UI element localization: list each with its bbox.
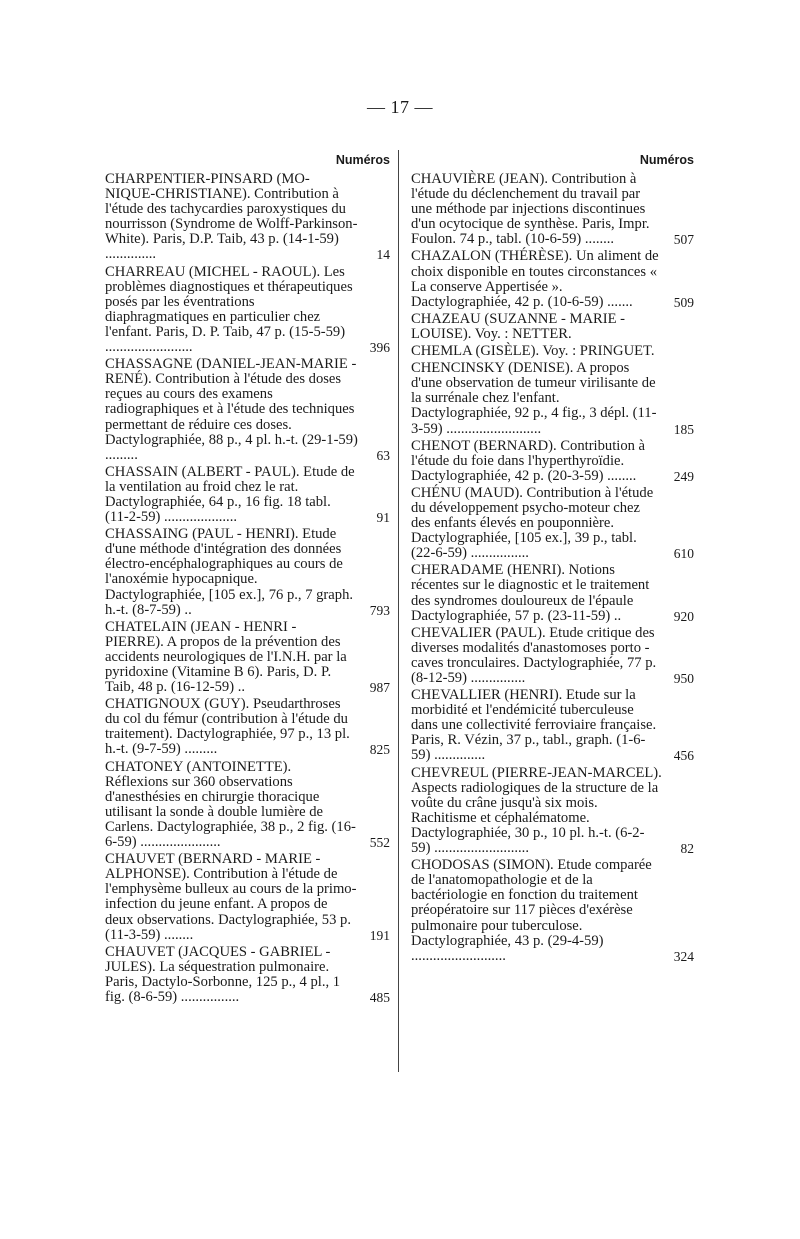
entry-number: 509: [673, 294, 694, 310]
column-divider: [398, 150, 399, 1072]
index-entry: [105, 465, 390, 525]
entry-number: 185: [673, 421, 694, 437]
index-entry: [105, 527, 390, 618]
index-entry: [105, 945, 390, 1005]
entry-number: 456: [673, 748, 694, 764]
index-entry: [105, 697, 390, 757]
index-entry: [411, 439, 694, 484]
index-entry: [411, 249, 694, 309]
entry-text: CHEMLA (GISÈLE). Voy. : PRINGUET.: [411, 343, 655, 360]
index-entry: [105, 620, 390, 695]
index-entry: [411, 688, 694, 763]
entry-number: 552: [369, 835, 390, 851]
entry-number: 249: [673, 468, 694, 484]
left-column: [105, 148, 390, 1007]
entry-number: 793: [369, 602, 390, 618]
entry-number: 825: [369, 742, 390, 758]
index-entry: [105, 172, 390, 263]
index-entry: [411, 766, 694, 857]
entry-text: CHARREAU (MICHEL - RAOUL). Les problèmes diagnostiques et thérapeutiques posés par les éventrations diaphragmatiques en particulier chez l'enfant. Paris, D. P. Taib, 47 p. (15-5-59) ........................: [105, 263, 353, 356]
entry-text: CHEVALIER (PAUL). Etude critique des diverses modalités d'anastomoses porto - caves tronculaires. Dactylographiée, 77 p. (8-12-59) ...............: [411, 624, 657, 686]
entry-text: CHÉNU (MAUD). Contribution à l'étude du développement psycho-moteur chez des enfants élevés en pouponnière. Dactylographiée, [105 ex.], 39 p., tabl. (22-6-59) ................: [411, 484, 654, 562]
column-header-numeros: Numéros: [335, 153, 390, 167]
index-entry: [411, 858, 694, 964]
index-entry: [411, 563, 694, 623]
entry-text: CHODOSAS (SIMON). Etude comparée de l'anatomopathologie et de la bactériologie en fonction du traitement préopératoire sur 117 pièces d'exérèse pulmonaire pour tuberculose. Dactylographiée, 43 p. (29-4-59) ..........................: [411, 857, 652, 964]
entry-text: CHENCINSKY (DENISE). A propos d'une observation de tumeur virilisante de la surrénale chez l'enfant. Dactylographiée, 92 p., 4 fig., 3 dépl. (11-3-59) ..........................: [411, 360, 657, 437]
entry-text: CHAUVET (BERNARD - MARIE - ALPHONSE). Contribution à l'étude de l'emphysème bulleux au cours de la primo-infection du jeune enfant. A propos de deux observations. Dactylographiée, 53 p. (11-3-59) ........: [105, 851, 357, 943]
entry-number: 610: [673, 546, 694, 562]
column-header-numeros: Numéros: [639, 153, 694, 167]
entry-number: 950: [673, 671, 694, 686]
entry-text: CHASSAING (PAUL - HENRI). Etude d'une méthode d'intégration des données électro-encéphalographiques au cours de l'anoxémie hypocapnique. Dactylographiée, [105 ex.], 76 p., 7 graph. h.-t. (8-7-59) ..: [105, 526, 354, 618]
entry-number: 63: [376, 447, 390, 463]
index-entry: [105, 852, 390, 943]
index-entry: [105, 760, 390, 851]
entry-number: 91: [376, 510, 390, 526]
index-entry: [411, 486, 694, 561]
entry-text: CHENOT (BERNARD). Contribution à l'étude du foie dans l'hyperthyroïdie. Dactylographiée, 42 p. (20-3-59) ........: [411, 437, 646, 484]
entry-text: CHEVALLIER (HENRI). Etude sur la morbidité et l'endémicité tuberculeuse dans une collectivité ferroviaire française. Paris, R. Vézin, 37 p., tabl., graph. (1-6-59) ..............: [411, 687, 657, 764]
index-entry: [105, 265, 390, 356]
entry-number: 920: [673, 608, 694, 624]
entry-number: 396: [369, 340, 390, 356]
index-entry: [411, 344, 694, 359]
entry-text: CHAZALON (THÉRÈSE). Un aliment de choix disponible en toutes circonstances « La conserve Appertisée ». Dactylographiée, 42 p. (10-6-59) .......: [411, 248, 659, 310]
index-entry: [411, 312, 694, 342]
entry-number: 324: [673, 948, 694, 964]
index-entry: [411, 626, 694, 686]
page-number: — 17 —: [367, 97, 433, 117]
entry-text: CHAUVET (JACQUES - GABRIEL - JULES). La séquestration pulmonaire. Paris, Dactylo-Sorbonne, 125 p., 4 pl., 1 fig. (8-6-59) ................: [105, 943, 341, 1005]
entry-text: CHATONEY (ANTOINETTE). Réflexions sur 360 observations d'anesthésies en chirurgie thoracique utilisant la sonde à double lumière de Carlens. Dactylographiée, 38 p., 2 fig. (16-6-59) ......................: [105, 758, 356, 851]
entry-text: CHATELAIN (JEAN - HENRI - PIERRE). A propos de la prévention des accidents neurologiques de l'I.N.H. par la pyridoxine (Vitamine B 6). Paris, D. P. Taib, 48 p. (16-12-59) ..: [105, 618, 347, 696]
right-column: [411, 148, 694, 966]
entry-number: 14: [376, 247, 390, 263]
entry-text: CHASSAIN (ALBERT - PAUL). Etude de la ventilation au froid chez le rat. Dactylographiée, 64 p., 16 fig. 18 tabl. (11-2-59) ....................: [105, 463, 355, 526]
entry-text: CHATIGNOUX (GUY). Pseudarthroses du col du fémur (contribution à l'étude du traitement). Dactylographiée, 97 p., 13 pl. h.-t. (9-7-59) .........: [105, 696, 350, 758]
entry-number: 507: [673, 232, 694, 248]
entry-number: 191: [369, 927, 390, 943]
index-entry: [411, 361, 694, 436]
entry-text: CHARPENTIER-PINSARD (MO-NIQUE-CHRISTIANE). Contribution à l'étude des tachycardies paroxystiques du nourrisson (Syndrome de Wolff-Parkinson-White). Paris, D.P. Taib, 43 p. (14-1-59) ..............: [105, 171, 358, 263]
entry-text: CHERADAME (HENRI). Notions récentes sur le diagnostic et le traitement des syndromes douloureux de l'épaule Dactylographiée, 57 p. (23-11-59) ..: [411, 562, 650, 624]
entry-text: CHEVREUL (PIERRE-JEAN-MARCEL). Aspects radiologiques de la structure de la voûte du crâne jusqu'à six mois. Rachitisme et céphalématome. Dactylographiée, 30 p., 10 pl. h.-t. (6-2-59) ..........................: [411, 764, 662, 857]
index-entry: [411, 172, 694, 247]
index-entry: [105, 357, 390, 463]
entry-number: 987: [369, 680, 390, 696]
entry-text: CHASSAGNE (DANIEL-JEAN-MARIE - RENÉ). Contribution à l'étude des doses reçues au cours des examens radiographiques et à l'étude des techniques permettant de réduire ces doses. Dactylographiée, 88 p., 4 pl. h.-t. (29-1-59) .........: [105, 356, 358, 463]
entry-text: CHAZEAU (SUZANNE - MARIE - LOUISE). Voy. : NETTER.: [411, 310, 626, 342]
entry-number: 485: [369, 989, 390, 1005]
entry-number: 82: [680, 841, 694, 857]
entry-text: CHAUVIÈRE (JEAN). Contribution à l'étude du déclenchement du travail par une méthode par injections discontinues d'un ocytocique de synthèse. Paris, Impr. Foulon. 74 p., tabl. (10-6-59) ........: [411, 171, 650, 248]
